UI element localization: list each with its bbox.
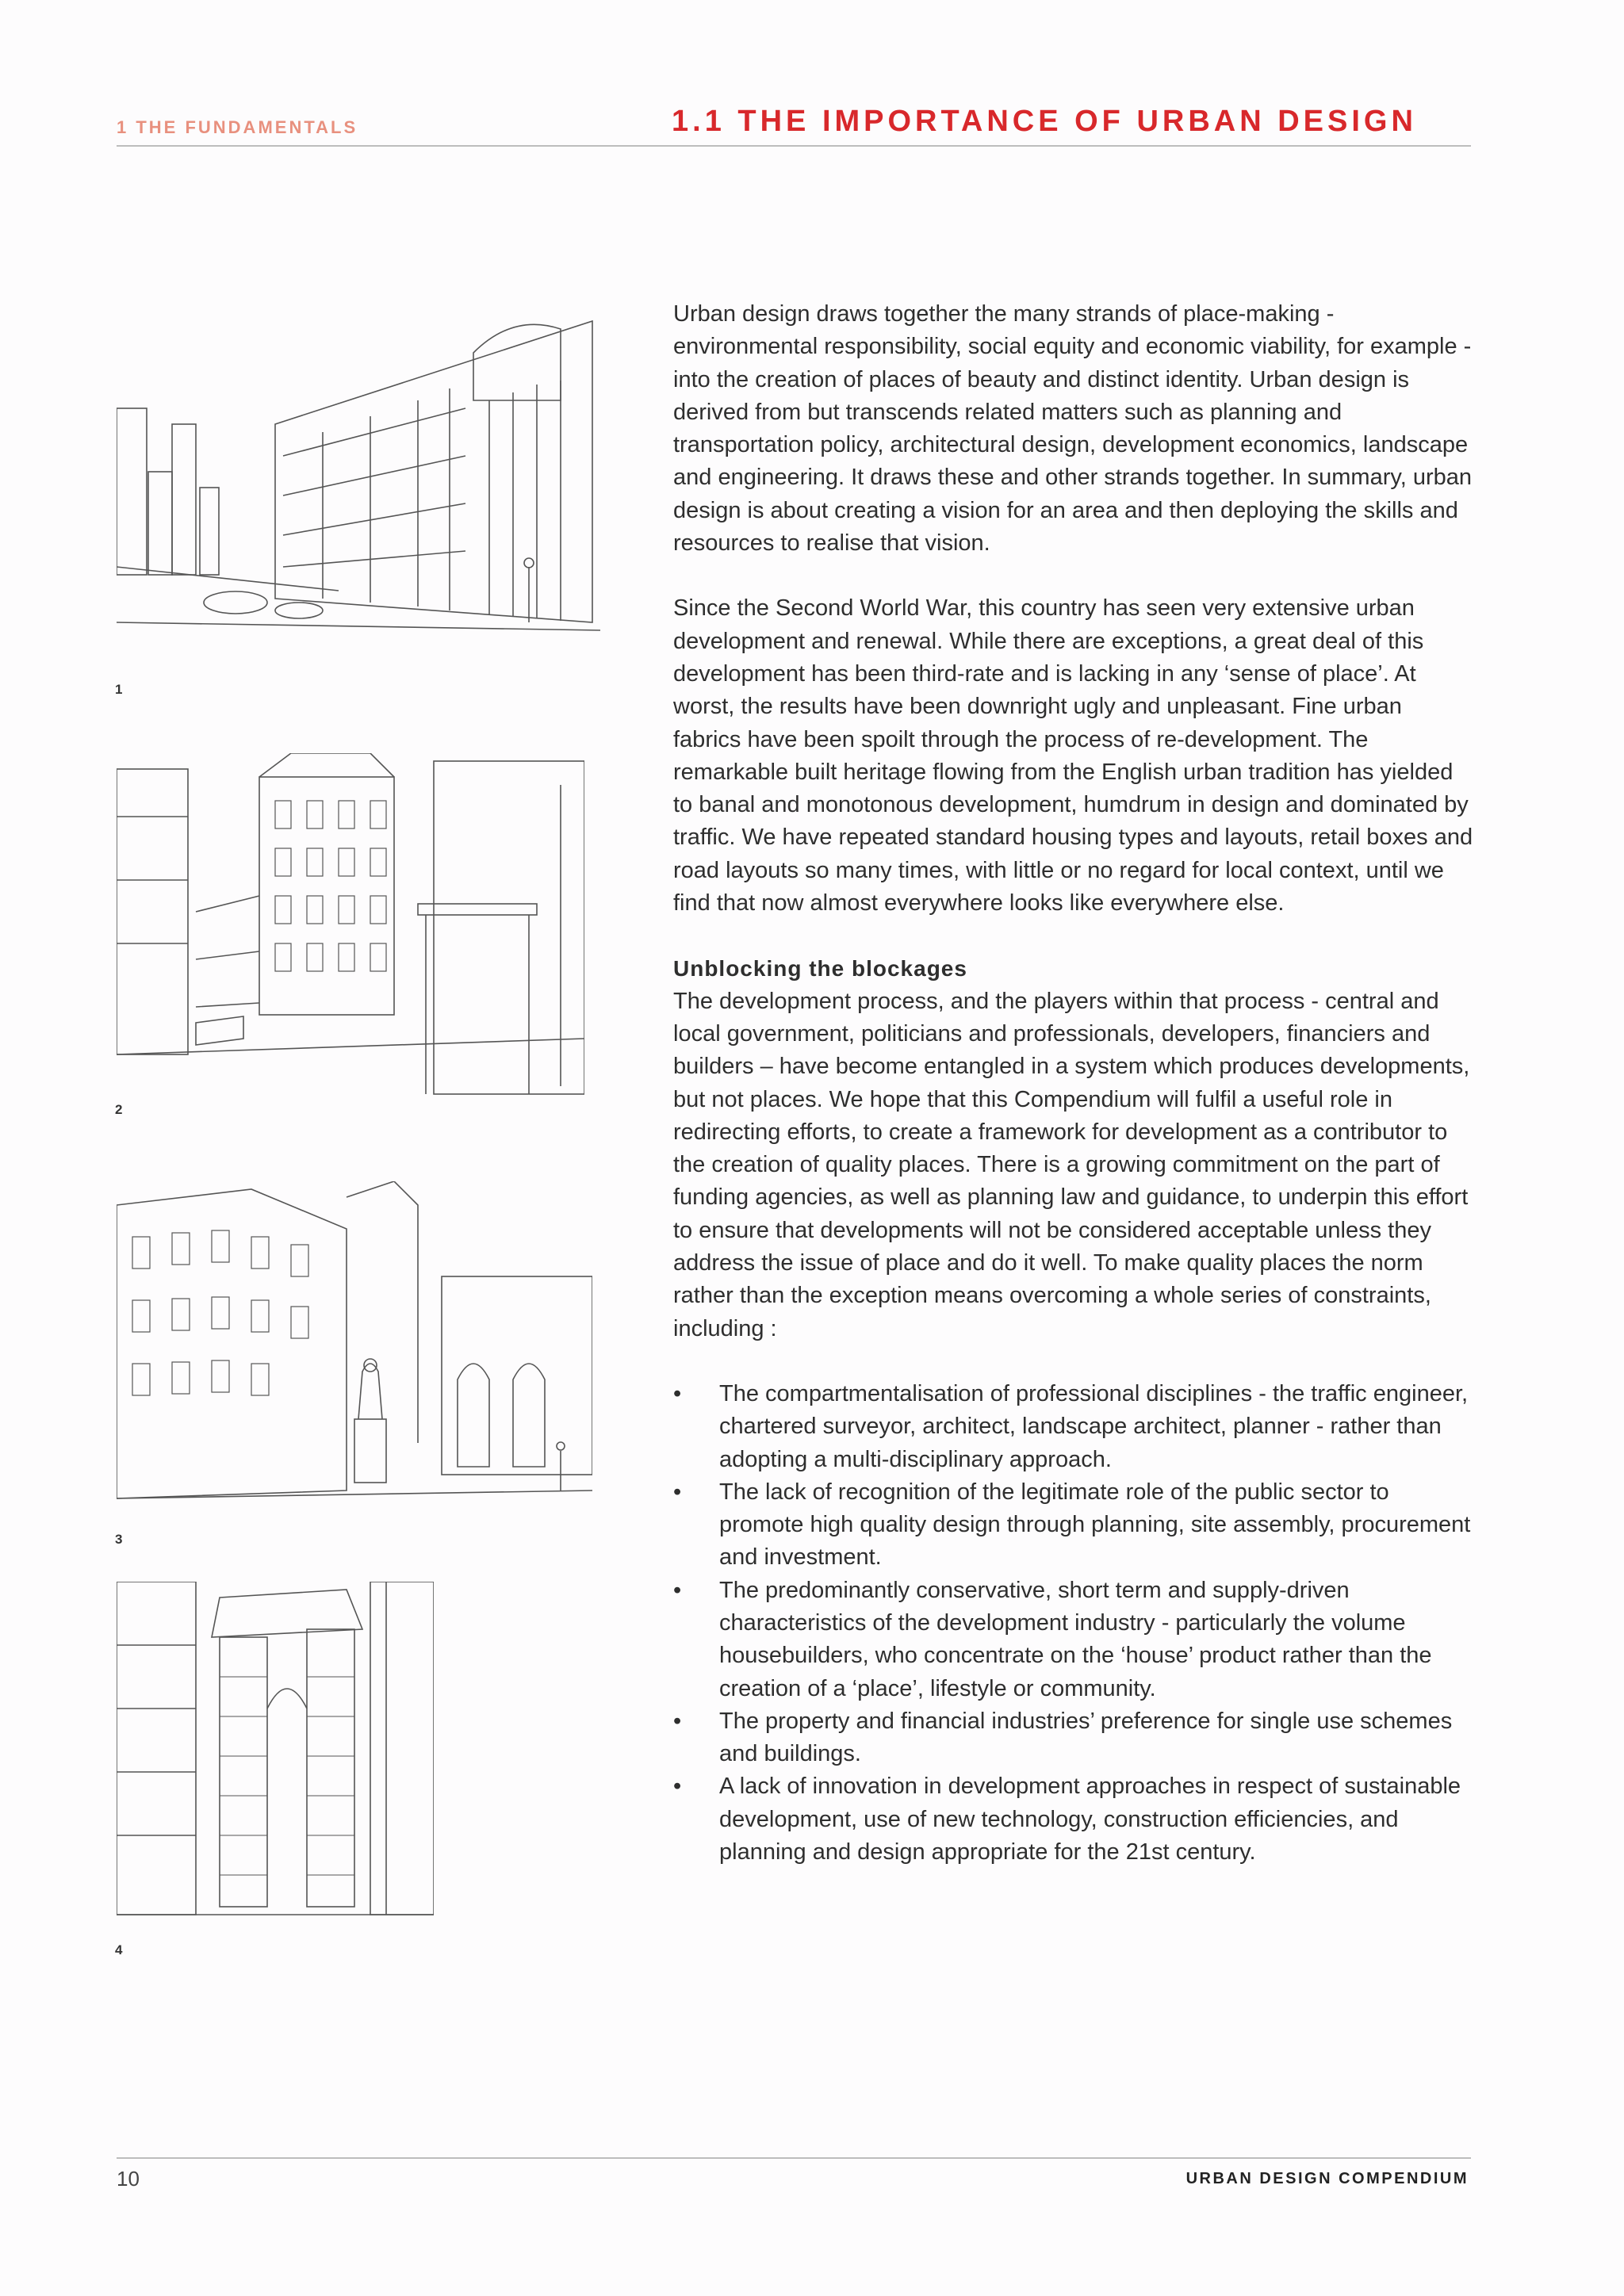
- constraints-list: [673, 1378, 1474, 1869]
- street-sketch-archway-icon: [117, 1582, 434, 1923]
- bullet-icon: •: [673, 1479, 682, 1505]
- street-sketch-colonnade-icon: [117, 305, 600, 646]
- figure-1-sketch: [117, 305, 600, 646]
- figure-2-number: 2: [115, 1102, 123, 1117]
- figure-2-sketch: [117, 753, 584, 1102]
- bullet-icon: •: [673, 1577, 682, 1603]
- list-item: • The predominantly conservative, short term and supply-driven characteristics of the development industry - particularly the volume housebuilders, who concentrate on the ‘house’ product rather than the creation of a ‘place’, lifestyle or community.: [673, 1575, 1474, 1705]
- body-text-column: [673, 298, 1474, 1869]
- list-item: • The compartmentalisation of professional disciplines - the traffic engineer, chartered surveyor, architect, landscape architect, planner - rather than adopting a multi-disciplinary approach.: [673, 1378, 1474, 1476]
- list-item: • A lack of innovation in development approaches in respect of sustainable development, use of new technology, construction efficiencies, and planning and design appropriate for the 21st century.: [673, 1770, 1474, 1869]
- figure-3-sketch: [117, 1181, 592, 1514]
- subheading: Unblocking the blockages: [673, 956, 967, 982]
- figure-4-number: 4: [115, 1942, 123, 1957]
- page-title: 1.1 THE IMPORTANCE OF URBAN DESIGN: [672, 105, 1417, 138]
- figure-1-number: 1: [115, 682, 123, 697]
- bullet-icon: •: [673, 1708, 682, 1734]
- figure-4-sketch: [117, 1582, 434, 1923]
- history-paragraph: Since the Second World War, this country has seen very extensive urban development and renewal. While there are exceptions, a great deal of this development has been third-rate and is lacking in any ‘sense of place’. At worst, the results have been downright ugly and unpleasant. Fine urban fabrics have been spoilt through the process of re-development. The remarkable built heritage flowing from the English urban tradition has yielded to banal and monotonous development, humdrum in design and dominated by traffic. We have repeated standard housing types and layouts, retail boxes and road layouts so many times, with little or no regard for local context, until we find that now almost everywhere looks like everywhere else.: [673, 595, 1473, 916]
- page-number: 10: [117, 2167, 140, 2191]
- street-sketch-corner-building-icon: [117, 753, 584, 1102]
- publication-title: URBAN DESIGN COMPENDIUM: [1185, 2170, 1469, 2187]
- list-item: • The property and financial industries’ preference for single use schemes and buildings.: [673, 1705, 1474, 1771]
- header-divider: [117, 145, 1471, 147]
- list-item: • The lack of recognition of the legitimate role of the public sector to promote high quality design through planning, site assembly, procurement and investment.: [673, 1476, 1474, 1575]
- footer-divider: [117, 2157, 1471, 2159]
- section-label: 1 THE FUNDAMENTALS: [117, 117, 358, 137]
- bullet-icon: •: [673, 1380, 682, 1406]
- blockages-paragraph: The development process, and the players within that process - central and local government, politicians and professionals, developers, financiers and builders – have become entangled in a system which produces developments, but not places. We hope that this Compendium will fulfil a useful role in redirecting efforts, to create a framework for development as a contributor to the creation of quality places. There is a growing commitment on the part of funding agencies, as well as planning law and guidance, to underpin this effort to ensure that developments will not be considered acceptable unless they address the issue of place and do it well. To make quality places the norm rather than the exception means overcoming a whole series of constraints, including :: [673, 988, 1470, 1341]
- intro-paragraph: Urban design draws together the many strands of place-making - environmental responsibility, social equity and economic viability, for example - into the creation of places of beauty and distinct identity. Urban design is derived from but transcends related matters such as planning and transportation policy, architectural design, development economics, landscape and engineering. It draws these and other strands together. In summary, urban design is about creating a vision for an area and then deploying the skills and resources to realise that vision.: [673, 301, 1472, 557]
- bullet-icon: •: [673, 1774, 682, 1800]
- street-sketch-square-statue-icon: [117, 1181, 592, 1514]
- figure-3-number: 3: [115, 1532, 123, 1547]
